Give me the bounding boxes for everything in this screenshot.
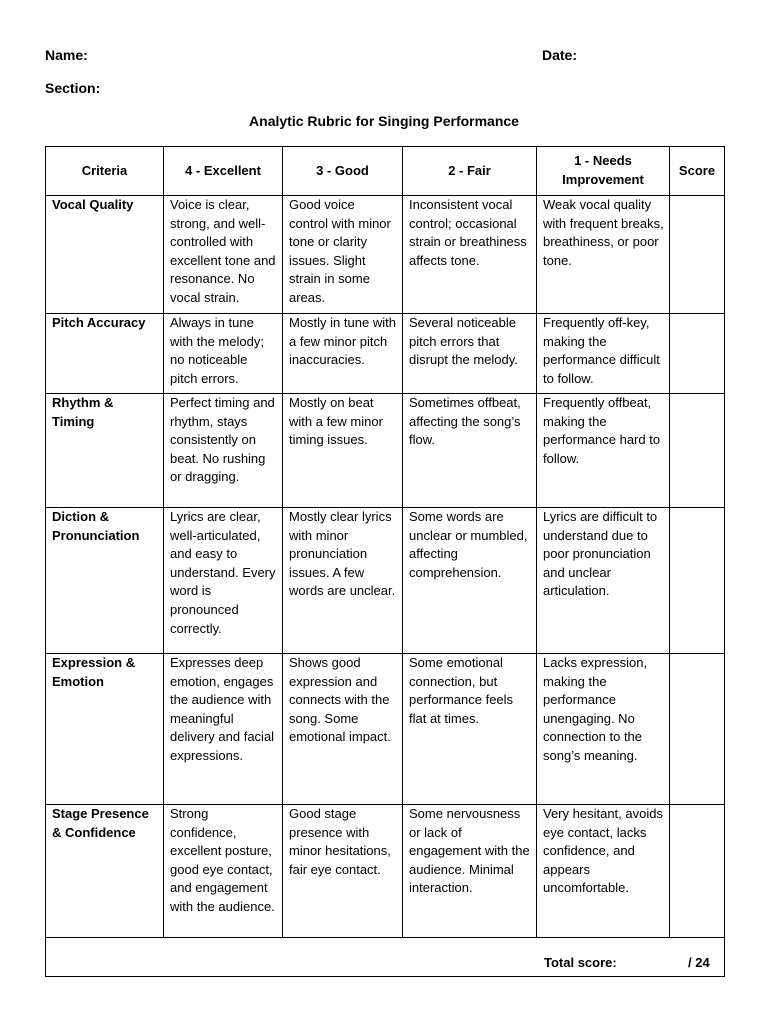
needs-improvement-cell: Lacks expression, making the performance unengaging. No connection to the song’s meaning.: [537, 654, 670, 805]
fair-cell: Some words are unclear or mumbled, affecting comprehension.: [403, 508, 537, 654]
table-row: [46, 314, 725, 394]
rubric-title: Analytic Rubric for Singing Performance: [249, 113, 519, 129]
excellent-cell: Voice is clear, strong, and well-controlled with excellent tone and resonance. No vocal strain.: [164, 196, 283, 314]
fair-cell: Inconsistent vocal control; occasional strain or breathiness affects tone.: [403, 196, 537, 314]
needs-improvement-cell: Weak vocal quality with frequent breaks, breathiness, or poor tone.: [537, 196, 670, 314]
score-cell[interactable]: [670, 805, 725, 938]
total-score-label: Total score:: [544, 955, 617, 971]
good-cell: Mostly on beat with a few minor timing issues.: [283, 394, 403, 508]
excellent-cell: Expresses deep emotion, engages the audience with meaningful delivery and facial expressions.: [164, 654, 283, 805]
column-header-fair: 2 - Fair: [403, 147, 537, 196]
criteria-cell: Rhythm & Timing: [46, 394, 164, 508]
column-header-excellent: 4 - Excellent: [164, 147, 283, 196]
column-header-score: Score: [670, 147, 725, 196]
table-row: [46, 654, 725, 805]
needs-improvement-cell: Lyrics are difficult to understand due to poor pronunciation and unclear articulation.: [537, 508, 670, 654]
column-header-needs-improvement: 1 - Needs Improvement: [537, 147, 670, 196]
rubric-table: [45, 146, 725, 977]
criteria-cell: Diction & Pronunciation: [46, 508, 164, 654]
needs-improvement-cell: Frequently off-key, making the performance difficult to follow.: [537, 314, 670, 394]
table-row: [46, 394, 725, 508]
fair-cell: Some emotional connection, but performance feels flat at times.: [403, 654, 537, 805]
fair-cell: Sometimes offbeat, affecting the song’s flow.: [403, 394, 537, 508]
score-cell[interactable]: [670, 196, 725, 314]
needs-improvement-cell: Very hesitant, avoids eye contact, lacks confidence, and appears uncomfortable.: [537, 805, 670, 938]
excellent-cell: Lyrics are clear, well-articulated, and easy to understand. Every word is pronounced correctly.: [164, 508, 283, 654]
good-cell: Good stage presence with minor hesitations, fair eye contact.: [283, 805, 403, 938]
fair-cell: Some nervousness or lack of engagement with the audience. Minimal interaction.: [403, 805, 537, 938]
criteria-cell: Expression & Emotion: [46, 654, 164, 805]
good-cell: Good voice control with minor tone or clarity issues. Slight strain in some areas.: [283, 196, 403, 314]
score-cell[interactable]: [670, 654, 725, 805]
fair-cell: Several noticeable pitch errors that disrupt the melody.: [403, 314, 537, 394]
excellent-cell: Perfect timing and rhythm, stays consistently on beat. No rushing or dragging.: [164, 394, 283, 508]
good-cell: Mostly clear lyrics with minor pronunciation issues. A few words are unclear.: [283, 508, 403, 654]
date-label: Date:: [542, 47, 578, 63]
score-cell[interactable]: [670, 314, 725, 394]
excellent-cell: Strong confidence, excellent posture, good eye contact, and engagement with the audience.: [164, 805, 283, 938]
section-label: Section:: [45, 80, 101, 96]
table-row: [46, 805, 725, 938]
criteria-cell: Vocal Quality: [46, 196, 164, 314]
table-row: [46, 196, 725, 314]
total-row: [46, 938, 725, 977]
criteria-cell: Stage Presence & Confidence: [46, 805, 164, 938]
excellent-cell: Always in tune with the melody; no noticeable pitch errors.: [164, 314, 283, 394]
column-header-criteria: Criteria: [46, 147, 164, 196]
column-header-good: 3 - Good: [283, 147, 403, 196]
score-cell[interactable]: [670, 394, 725, 508]
good-cell: Shows good expression and connects with the song. Some emotional impact.: [283, 654, 403, 805]
name-label: Name:: [45, 47, 88, 63]
criteria-cell: Pitch Accuracy: [46, 314, 164, 394]
good-cell: Mostly in tune with a few minor pitch inaccuracies.: [283, 314, 403, 394]
total-cell: [46, 938, 725, 977]
total-container: [52, 940, 719, 974]
total-score-max: / 24: [688, 955, 710, 971]
table-row: [46, 508, 725, 654]
score-cell[interactable]: [670, 508, 725, 654]
header-row: [46, 147, 725, 196]
needs-improvement-cell: Frequently offbeat, making the performance hard to follow.: [537, 394, 670, 508]
